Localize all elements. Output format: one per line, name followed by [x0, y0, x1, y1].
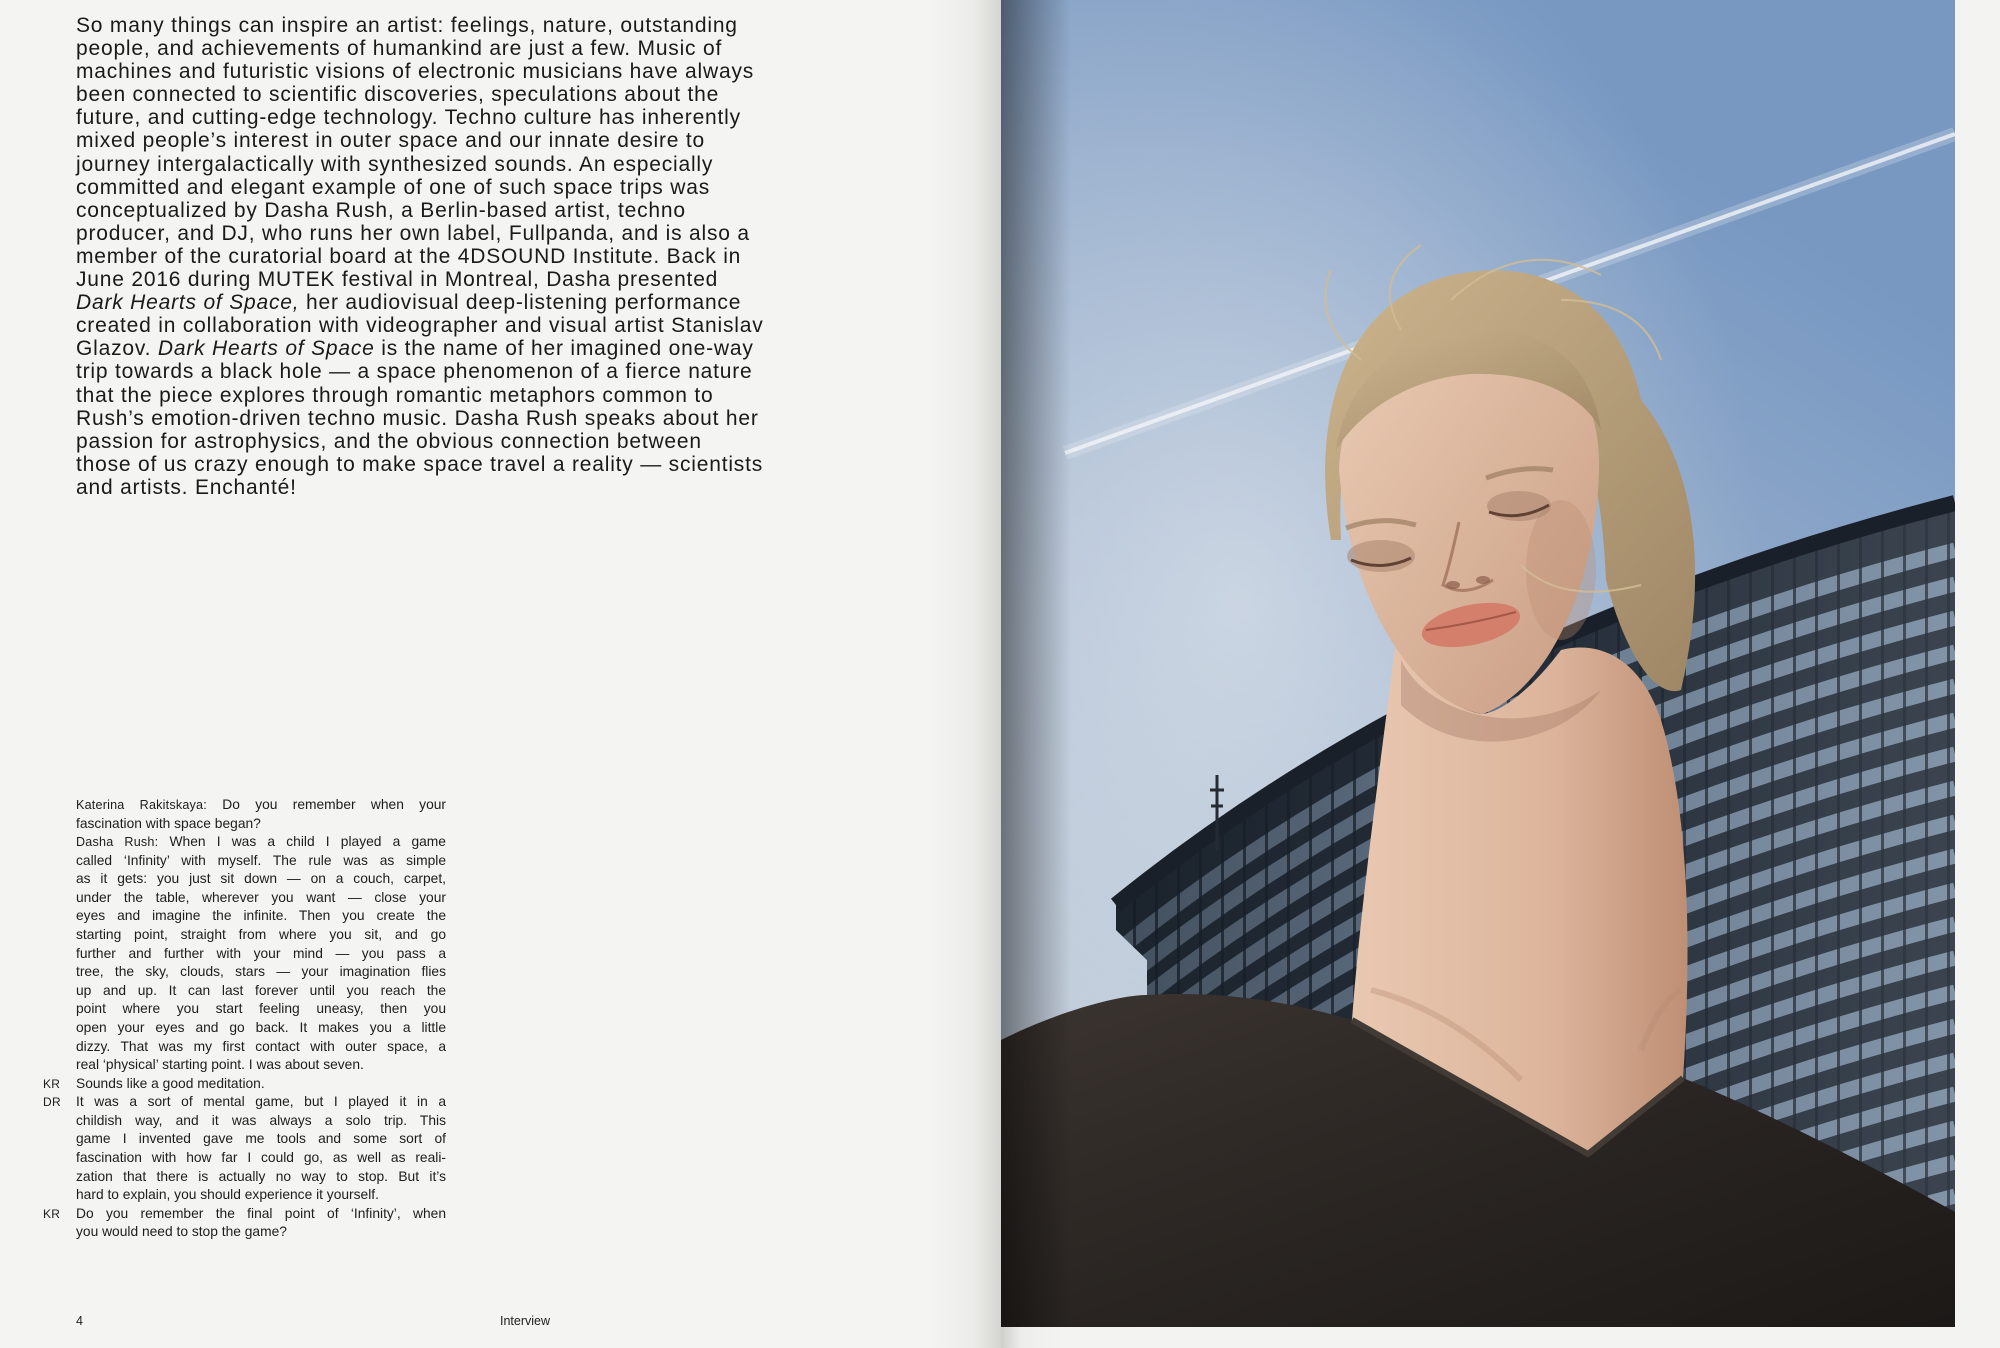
interview-line: [76, 982, 446, 1001]
interview-text: It was a sort of mental game, but I played it in a: [76, 1094, 446, 1110]
intro-line: been connected to scientific discoveries, speculations about the: [76, 83, 720, 107]
interview-line: [76, 796, 446, 815]
section-title: Interview: [500, 1314, 551, 1328]
interview-text: Do you remember when your: [222, 797, 447, 812]
interview-text: fascination with space began?: [76, 815, 261, 831]
interview-line: [76, 1168, 446, 1187]
interview-line: [76, 889, 446, 908]
interview-line: [76, 1056, 446, 1075]
intro-line: committed and elegant example of one of such space trips was: [76, 175, 710, 199]
interview-line: [76, 926, 446, 945]
interview-line: [76, 833, 446, 852]
interview-text: you would need to stop the game?: [76, 1224, 287, 1240]
intro-line: [76, 291, 764, 314]
interview-text: game I invented gave me tools and some sort of: [76, 1131, 446, 1147]
intro-line: machines and futuristic visions of electronic musicians have always: [76, 60, 755, 84]
spine-shadow: [1001, 0, 1071, 1327]
intro-line: passion for astrophysics, and the obvious connection between: [76, 429, 702, 453]
interview-text: as it gets: you just sit down — on a couch, carpet,: [76, 871, 446, 887]
interview-text: Sounds like a good meditation.: [76, 1075, 265, 1091]
intro-line: conceptualized by Dasha Rush, a Berlin-based artist, techno: [76, 198, 686, 222]
interview-line: [76, 945, 446, 964]
interview-line: [76, 1019, 446, 1038]
interview-text: real ‘physical’ starting point. I was about seven.: [76, 1057, 364, 1073]
nostril: [1476, 576, 1490, 584]
cheek-shadow: [1526, 500, 1596, 640]
interview-text: tree, the sky, clouds, stars — your imagination flies: [76, 964, 446, 980]
intro-line: those of us crazy enough to make space travel a reality — scientists: [76, 452, 764, 476]
interview-text: dizzy. That was my first contact with outer space, a: [76, 1038, 446, 1054]
intro-line: producer, and DJ, who runs her own label, Fullpanda, and is also a: [76, 221, 750, 245]
interview-line: [76, 1130, 446, 1149]
intro-line: future, and cutting-edge technology. Techno culture has inherently: [76, 106, 741, 130]
interview-line: [76, 870, 446, 889]
interview-text: point where you start feeling uneasy, then you: [76, 1001, 446, 1017]
interview-line: [76, 1112, 446, 1131]
intro-line: that the piece explores through romantic metaphors common to: [76, 383, 714, 407]
interview-line: [43, 1075, 446, 1094]
page-number: 4: [76, 1314, 83, 1328]
text-run: Glazov.: [76, 337, 158, 361]
interview-line: [76, 1000, 446, 1019]
interview-text: childish way, and it was always a solo trip. This: [76, 1112, 446, 1128]
speaker-initials: DR: [43, 1095, 61, 1110]
interview-column: [43, 796, 447, 1242]
interview-line: [76, 1223, 446, 1242]
intro-line: created in collaboration with videographer and visual artist Stanislav: [76, 314, 764, 338]
intro-line: So many things can inspire an artist: feelings, nature, outstanding: [76, 14, 738, 37]
speaker-name: Dasha Rush:: [76, 835, 159, 850]
intro-line: [76, 337, 764, 360]
portrait-photo: [1001, 0, 1955, 1327]
interview-text: under the table, wherever you want — close your: [76, 889, 446, 905]
intro-line: Rush’s emotion-driven techno music. Dasha Rush speaks about her: [76, 406, 759, 430]
interview-text: zation that there is actually no way to stop. But it’s: [76, 1168, 446, 1184]
interview-line: [76, 963, 446, 982]
interview-text: Do you remember the final point of ‘Infinity’, when: [76, 1205, 446, 1221]
text-run: her audiovisual deep-listening performance: [299, 291, 742, 315]
intro-line: June 2016 during MUTEK festival in Montreal, Dasha presented: [76, 268, 719, 292]
interview-text: open your eyes and go back. It makes you a little: [76, 1019, 446, 1035]
interview-text: up and up. It can last forever until you reach the: [76, 982, 446, 998]
interview-text: hard to explain, you should experience it yourself.: [76, 1187, 379, 1203]
interview-text: further and further with your mind — you pass a: [76, 945, 446, 961]
interview-text: called ‘Infinity’ with myself. The rule was as simple: [76, 852, 446, 868]
intro-line: and artists. Enchanté!: [76, 475, 297, 499]
interview-line: [43, 1093, 446, 1112]
work-title: Dark Hearts of Space: [157, 337, 375, 361]
interview-line: [76, 1186, 446, 1205]
interview-text: starting point, straight from where you sit, and go: [76, 927, 446, 943]
eye-left-shadow: [1347, 540, 1415, 572]
speaker-name: Katerina Rakitskaya:: [76, 798, 207, 812]
interview-line: [76, 815, 446, 834]
interview-line: [76, 907, 446, 926]
nostril: [1446, 581, 1460, 589]
intro-line: journey intergalactically with synthesized sounds. An especially: [76, 152, 714, 176]
intro-line: trip towards a black hole — a space phenomenon of a fierce nature: [76, 360, 753, 384]
interview-line: [76, 1038, 446, 1057]
interview-text: eyes and imagine the infinite. Then you create the: [76, 908, 446, 924]
interview-line: [76, 1149, 446, 1168]
intro-line: mixed people’s interest in outer space and our innate desire to: [76, 129, 706, 153]
speaker-initials: KR: [43, 1076, 61, 1091]
intro-line: people, and achievements of humankind are just a few. Music of: [76, 37, 723, 61]
speaker-initials: KR: [43, 1206, 61, 1221]
interview-text: When I was a child I played a game: [169, 834, 446, 850]
intro-line: member of the curatorial board at the 4DSOUND Institute. Back in: [76, 244, 742, 268]
intro-paragraph: [76, 14, 764, 499]
interview-line: [43, 1205, 446, 1224]
text-run: is the name of her imagined one-way: [374, 337, 754, 361]
work-title: Dark Hearts of Space,: [76, 291, 300, 315]
interview-line: [76, 852, 446, 871]
interview-text: fascination with how far I could go, as well as reali-: [76, 1149, 446, 1165]
